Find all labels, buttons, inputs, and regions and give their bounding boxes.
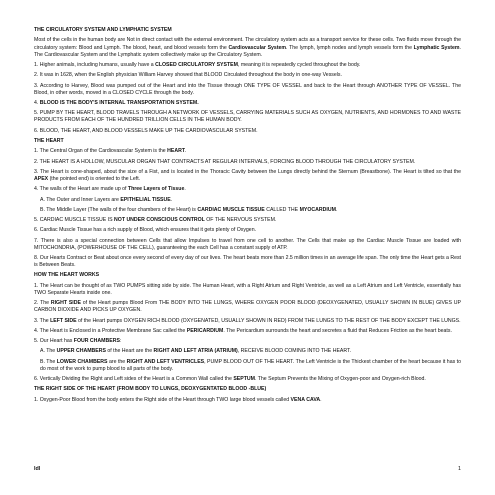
- list-item: [34, 128, 461, 135]
- bold-text-run: UPPER CHAMBERS: [56, 348, 106, 355]
- list-item: [34, 186, 461, 193]
- list-item: [34, 217, 461, 224]
- text-run: . The Septum Prevents the Mixing of Oxygen-poor and Oxygen-rich Blood.: [254, 376, 426, 383]
- bold-text-run: RIGHT AND LEFT ATRIA (ATRIUM): [153, 348, 238, 355]
- list-item: [34, 148, 461, 155]
- text-run: .: [185, 148, 187, 155]
- bold-text-run: LOWER CHAMBERS: [56, 358, 108, 365]
- text-run: are the: [107, 358, 127, 365]
- list-item: [34, 255, 461, 269]
- document-title: THE CIRCULATORY SYSTEM AND LYMPHATIC SYSTEM: [34, 27, 172, 33]
- text-run: 6. Cardiac Muscle Tissue has a rich supply of Blood, which ensures that it gets plenty of Oxygen.: [34, 227, 257, 234]
- text-run: . The lymph, lymph nodes and lymph vessels form the: [286, 44, 414, 51]
- bold-text-run: RIGHT AND LEFT VENTRICLES: [126, 358, 205, 365]
- list-item: [34, 100, 461, 107]
- list-item: [34, 397, 461, 404]
- list-item: [34, 300, 461, 314]
- list-item: [34, 376, 461, 383]
- list-item: [34, 328, 461, 335]
- bold-text-run: Lymphatic System: [413, 44, 460, 51]
- text-run: :: [119, 338, 122, 345]
- text-run: 4. The Heart is Enclosed in a Protective Membrane Sac called the: [34, 327, 187, 334]
- text-run: 3. According to Harvey, Blood was pumped out of the Heart and into the Tissue through ONE TYPE OF VESSEL and back to the Heart through ANOTHER TYPE OF VESSEL. The Blood, in other words, moved in a CLOSED CYCLE through the body.: [34, 82, 461, 96]
- bold-text-run: RIGHT SIDE: [50, 300, 81, 307]
- list-item: [34, 238, 461, 252]
- list-item: [34, 83, 461, 97]
- list-item: [34, 159, 461, 166]
- page-footer: [34, 466, 461, 472]
- list-item: [34, 338, 461, 345]
- text-run: 1. Higher animals, including humans, usually have a: [34, 61, 156, 68]
- list-item: [34, 72, 461, 79]
- text-run: .: [184, 186, 186, 193]
- list-item: [34, 110, 461, 124]
- bold-text-run: VENA CAVA: [290, 396, 321, 403]
- section-heading-heart: THE HEART: [34, 137, 64, 144]
- text-run: 3. The: [34, 317, 51, 324]
- text-run: .: [320, 396, 322, 403]
- list-item: [34, 169, 461, 183]
- bold-text-run: BLOOD IS THE BODY'S INTERNAL TRANSPORTATION SYSTEM.: [39, 99, 199, 106]
- section-heading-how-heart-works: HOW THE HEART WORKS: [34, 272, 100, 279]
- bold-text-run: FOUR CHAMBERS: [73, 338, 120, 345]
- footer-initials: ldl: [34, 466, 41, 472]
- text-run: 5. Our Heart has: [34, 338, 74, 345]
- text-run: 3. The Heart is cone-shaped, about the size of a Fist, and is located in the Thoracic Cavity between the Lungs directly behind the Sternum (Breastbone). The Heart is tilted so that the: [34, 168, 461, 175]
- bold-text-run: PERICARDIUM: [186, 327, 224, 334]
- text-run: 5. PUMP BY THE HEART, BLOOD TRAVELS THROUGH A NETWORK OF VESSELS, CARRYING MATERIALS SUCH AS OXYGEN, NUTRIENTS, AND HORMONES TO AND WASTE PRODUCTS FROM EACH OF THE HUNDRED TRILLION CELLS IN THE HUMAN BODY.: [34, 110, 461, 124]
- list-item: [34, 227, 461, 234]
- intro-points: [34, 62, 461, 135]
- text-run: B. The: [40, 358, 57, 365]
- text-run: , meaning it is repeatedly cycled throughout the body.: [237, 61, 361, 68]
- list-item: [34, 348, 461, 355]
- text-run: , RECEIVE BLOOD COMING INTO THE HEART.: [237, 348, 352, 355]
- bold-text-run: MYOCARDIUM: [299, 206, 336, 213]
- list-item: [34, 207, 461, 214]
- bold-text-run: SEPTUM: [233, 376, 255, 383]
- document-body: [34, 27, 461, 404]
- text-run: A. The Outer and Inner Layers are: [40, 196, 121, 203]
- bold-text-run: CARDIAC MUSCLE TISSUE: [197, 206, 265, 213]
- text-run: Most of the cells in the human body are Not in direct contact with the external environment. The circulatory system acts as a transport service for these cells. Two fluids move through the circulatory system: Blood and Lymph. The blood, heart, and blood vessels form the: [34, 37, 461, 51]
- text-run: 4. The walls of the Heart are made up of: [34, 186, 128, 193]
- text-run: , PUMP BLOOD OUT OF THE HEART. The Left Ventricle is the Thickest chamber of the heart because it has to do most of the work to pump blood to all parts of the body.: [40, 358, 461, 372]
- text-run: . The Pericardium surrounds the heart and secretes a fluid that Reduces Friction as the heart beats.: [223, 327, 452, 334]
- list-item: [34, 62, 461, 69]
- text-run: 1. The Central Organ of the Cardiovascular System is the: [34, 148, 168, 155]
- text-run: 6. BLOOD, THE HEART, AND BLOOD VESSELS MAKE UP THE CARDIOVASCULAR SYSTEM.: [34, 127, 258, 134]
- text-run: 2. The: [34, 300, 51, 307]
- text-run: .: [335, 206, 338, 213]
- text-run: 7. There is also a special connection between Cells that allow Impulses to travel from one cell to another. The Cells that make up the Cardiac Muscle Tissue are loaded with MITOCHONDRIA, (POWERHOUSE OF THE CELL), guaranteeing the each Cell has a constant supply of ATP.: [34, 237, 461, 251]
- text-run: CALLED THE: [264, 206, 300, 213]
- list-item: [34, 283, 461, 297]
- heart-points: [34, 148, 461, 269]
- right-side-points: [34, 397, 461, 404]
- text-run: 2. THE HEART IS A HOLLOW, MUSCULAR ORGAN THAT CONTRACTS AT REGULAR INTERVALS, FORCING BLOOD THROUGH THE CIRCULATORY SYSTEM.: [34, 158, 416, 165]
- text-run: 8. Our Hearts Contract or Beat about once every second of every day of our lives. The heart beats more than 2.5 million times in an average life span. The only time the Heart gets a Rest is Between Beats.: [34, 255, 461, 269]
- bold-text-run: CLOSED CIRCULATORY SYSTEM: [155, 61, 238, 68]
- text-run: of the Heart pumps OXYGEN RICH BLOOD (OXYGENATED, USUALLY SHOWN IN RED) FROM THE LUNGS TO THE REST OF THE BODY EXCEPT THE LUNGS.: [76, 317, 461, 324]
- text-run: .: [170, 196, 173, 203]
- intro-paragraph: [34, 37, 461, 58]
- bold-text-run: EPITHELIAL TISSUE: [120, 196, 171, 203]
- list-item: [34, 359, 461, 373]
- text-run: 2. It was in 1628, when the English physician William Harvey showed that BLOOD Circulated throughout the body in one-way Vessels.: [34, 72, 342, 79]
- text-run: (the pointed end) is oriented to the Left.: [48, 175, 141, 182]
- bold-text-run: LEFT SIDE: [50, 317, 77, 324]
- bold-text-run: HEART: [167, 148, 185, 155]
- list-item: [34, 318, 461, 325]
- text-run: OF THE NERVOUS SYSTEM.: [204, 217, 277, 224]
- bold-text-run: Cardiovascular System: [228, 44, 287, 51]
- text-run: 1. The Heart can be thought of as TWO PUMPS sitting side by side. The Human Heart, with a Right Atrium and Right Ventricle, as well as a Left Atrium and Left Ventricle, essentially has TWO Separate Hearts inside one.: [34, 282, 461, 296]
- text-run: A. The: [40, 348, 57, 355]
- text-run: of the Heart pumps Blood From THE BODY INTO THE LUNGS, WHERE OXYGEN POOR BLOOD (DEOXYGENATED, USUALLY SHOWN IN BLUE) GIVES UP CARBON DIOXIDE AND PICKS UP OXYGEN.: [34, 300, 461, 314]
- text-run: 5. CARDIAC MUSCLE TISSUE IS: [34, 217, 115, 224]
- list-item: [34, 197, 461, 204]
- text-run: B. The Middle Layer (The walls of the four chambers of the Heart) is: [40, 206, 198, 213]
- text-run: . The Cardiovascular System and the Lymphatic system collectively make up the Circulatory System.: [34, 44, 461, 58]
- how-heart-works-points: [34, 283, 461, 383]
- text-run: 6. Vertically Dividing the Right and Left sides of the Heart is a Common Wall called the: [34, 376, 234, 383]
- bold-text-run: NOT UNDER CONSCIOUS CONTROL: [114, 217, 205, 224]
- text-run: 4.: [34, 99, 40, 106]
- bold-text-run: APEX: [34, 175, 49, 182]
- text-run: 1. Oxygen-Poor Blood from the body enters the Right side of the Heart through TWO large blood vessels called: [34, 396, 291, 403]
- section-heading-right-side: THE RIGHT SIDE OF THE HEART (FROM BODY TO LUNGS, DEOXYGENTATED BLOOD -BLUE): [34, 386, 267, 393]
- text-run: of the Heart are the: [105, 348, 154, 355]
- page-number: 1: [458, 466, 461, 472]
- bold-text-run: Three Layers of Tissue: [127, 186, 185, 193]
